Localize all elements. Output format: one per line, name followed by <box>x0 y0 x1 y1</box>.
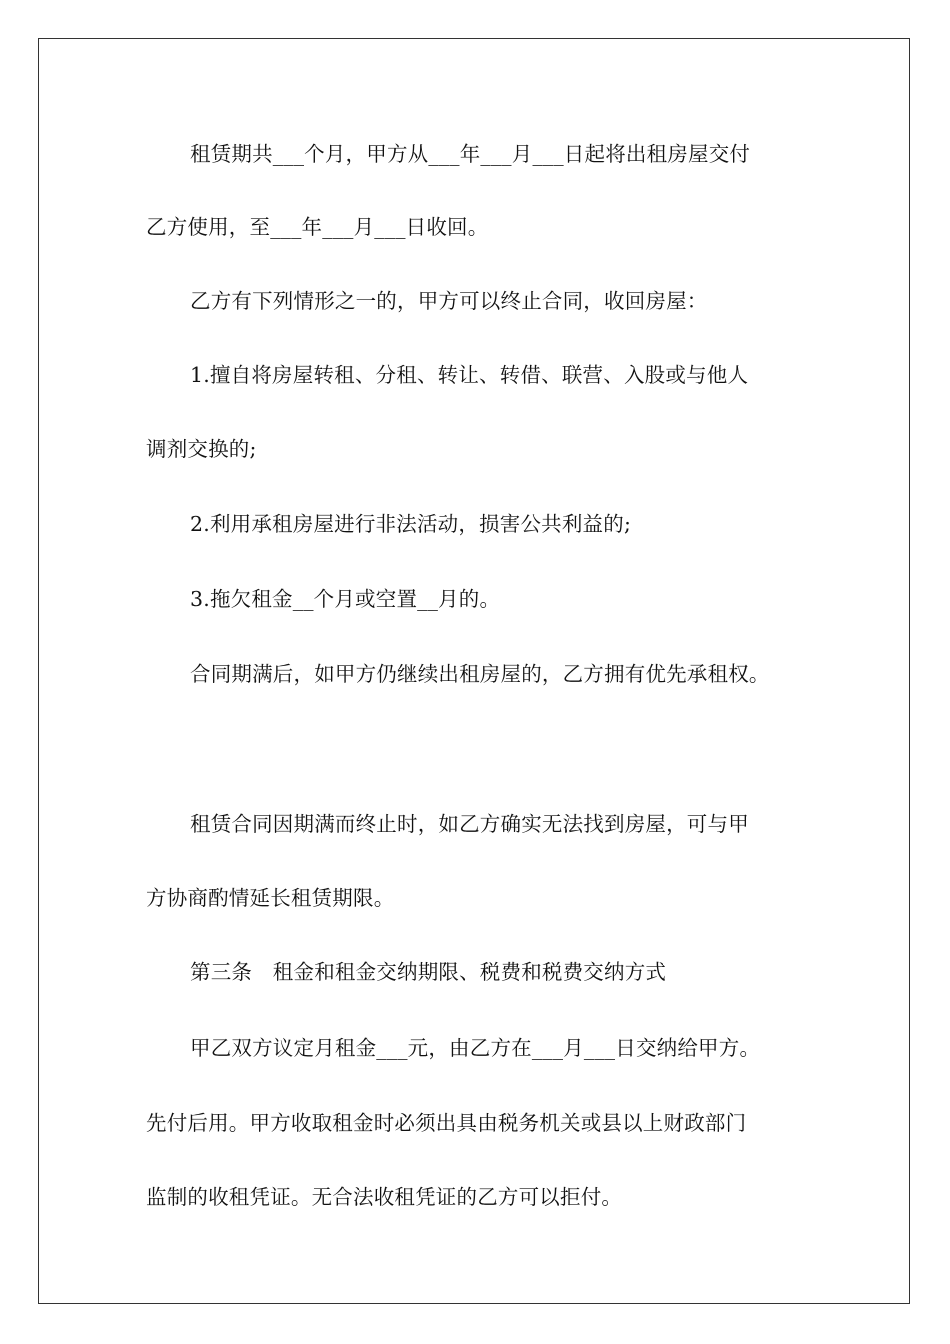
paragraph-extension-line-1: 租赁合同因期满而终止时，如乙方确实无法找到房屋，可与甲 <box>190 812 749 836</box>
paragraph-lease-term-line-1: 租赁期共___个月，甲方从___年___月___日起将出租房屋交付 <box>190 142 751 166</box>
article-3-heading: 第三条 租金和租金交纳期限、税费和税费交纳方式 <box>190 960 667 984</box>
paragraph-extension-line-2: 方协商酌情延长租赁期限。 <box>146 886 395 910</box>
paragraph-priority-right: 合同期满后，如甲方仍继续出租房屋的，乙方拥有优先承租权。 <box>190 662 770 686</box>
clause-1-line-1: 1.擅自将房屋转租、分租、转让、转借、联营、入股或与他人 <box>190 363 749 387</box>
paragraph-lease-term-line-2: 乙方使用，至___年___月___日收回。 <box>146 215 489 239</box>
paragraph-termination-intro: 乙方有下列情形之一的，甲方可以终止合同，收回房屋： <box>190 289 708 313</box>
paragraph-rent-line-3: 监制的收租凭证。无合法收租凭证的乙方可以拒付。 <box>146 1185 623 1209</box>
paragraph-rent-line-1: 甲乙双方议定月租金___元，由乙方在___月___日交纳给甲方。 <box>190 1036 761 1060</box>
paragraph-rent-line-2: 先付后用。甲方收取租金时必须出具由税务机关或县以上财政部门 <box>146 1111 747 1135</box>
clause-1-line-2: 调剂交换的; <box>146 437 257 461</box>
clause-3: 3.拖欠租金__个月或空置__月的。 <box>190 587 501 611</box>
clause-2: 2.利用承租房屋进行非法活动，损害公共利益的; <box>190 512 632 536</box>
